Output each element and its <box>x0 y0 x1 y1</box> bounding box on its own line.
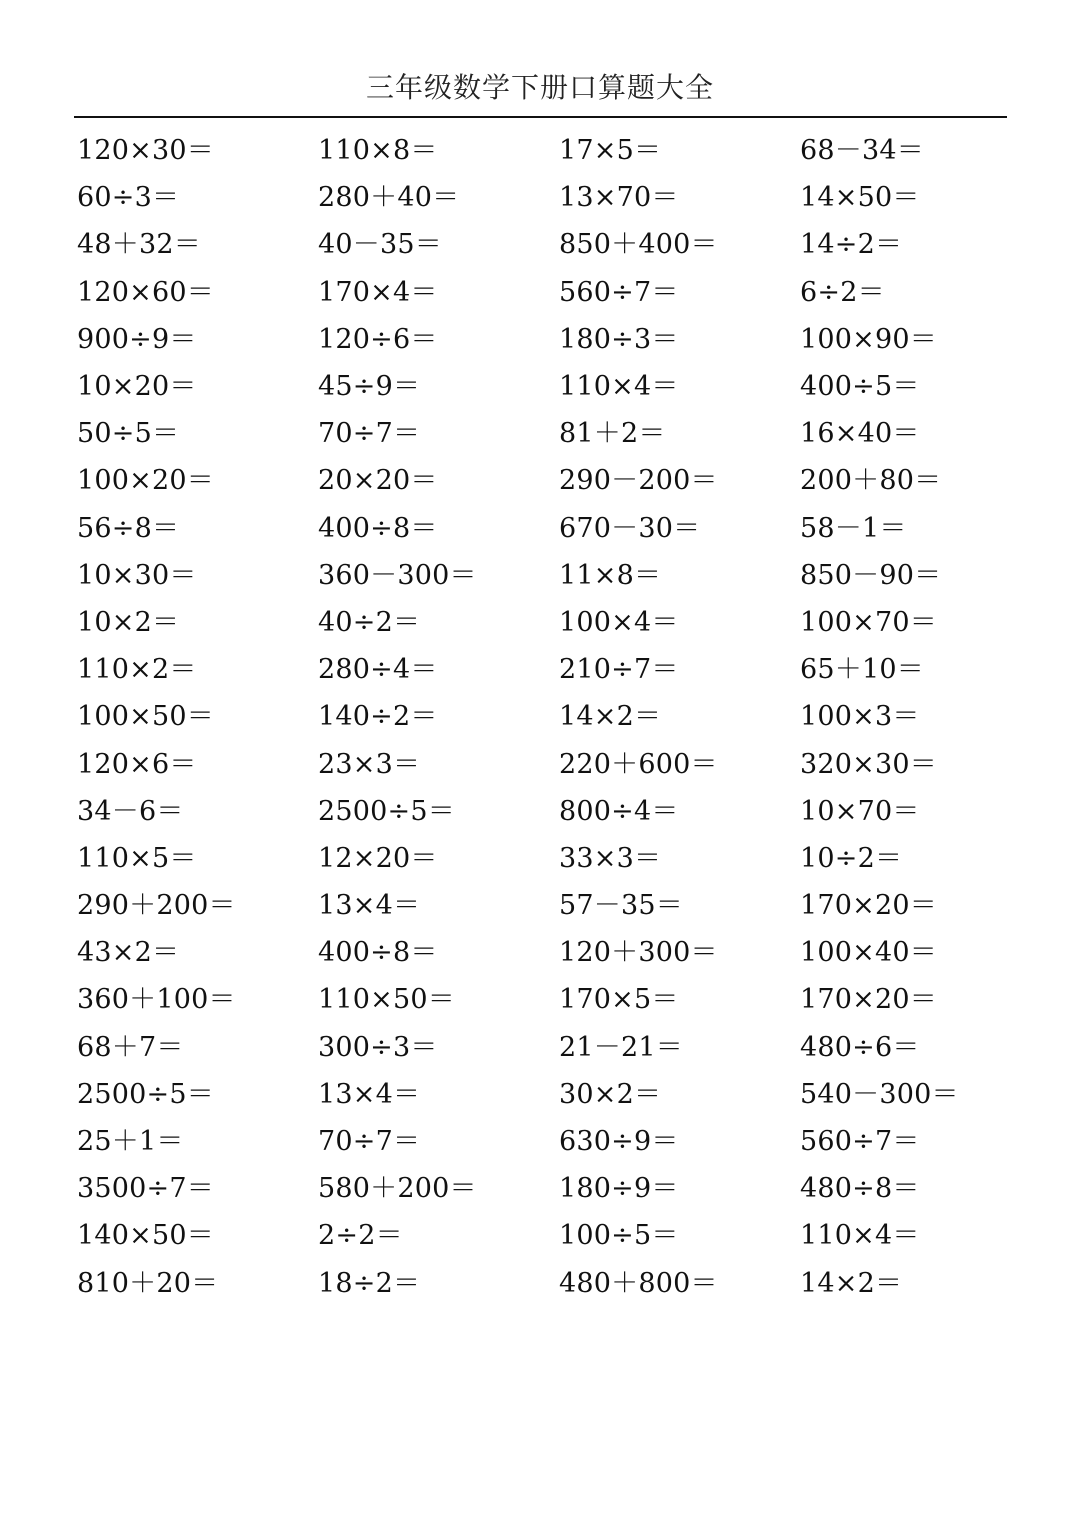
arithmetic-problem: 110×5＝ <box>77 842 197 874</box>
arithmetic-problem: 110×8＝ <box>318 135 438 167</box>
problem-row <box>77 788 1041 835</box>
arithmetic-problem: 3500÷7＝ <box>77 1173 214 1205</box>
arithmetic-problem: 68－34＝ <box>800 135 924 167</box>
problem-row <box>77 646 1041 693</box>
arithmetic-problem: 57－35＝ <box>559 890 683 922</box>
arithmetic-problem: 850－90＝ <box>800 559 942 591</box>
arithmetic-problem: 68＋7＝ <box>77 1031 184 1063</box>
problem-row <box>77 127 1041 174</box>
arithmetic-problem: 630÷9＝ <box>559 1126 679 1158</box>
arithmetic-problem: 800÷4＝ <box>559 795 679 827</box>
arithmetic-problem: 100×3＝ <box>800 701 920 733</box>
arithmetic-problem: 480＋800＝ <box>559 1267 718 1299</box>
arithmetic-problem: 12×20＝ <box>318 842 438 874</box>
arithmetic-problem: 320×30＝ <box>800 748 937 780</box>
arithmetic-problem: 670－30＝ <box>559 512 701 544</box>
arithmetic-problem: 56÷8＝ <box>77 512 180 544</box>
arithmetic-problem: 280÷4＝ <box>318 654 438 686</box>
arithmetic-problem: 23×3＝ <box>318 748 421 780</box>
problem-row <box>77 882 1041 929</box>
arithmetic-problem: 120÷6＝ <box>318 323 438 355</box>
arithmetic-problem: 70÷7＝ <box>318 418 421 450</box>
arithmetic-problem: 10×30＝ <box>77 559 197 591</box>
arithmetic-problem: 70÷7＝ <box>318 1126 421 1158</box>
arithmetic-problem: 170×20＝ <box>800 890 937 922</box>
arithmetic-problem: 560÷7＝ <box>559 276 679 308</box>
arithmetic-problem: 140÷2＝ <box>318 701 438 733</box>
arithmetic-problem: 480÷8＝ <box>800 1173 920 1205</box>
arithmetic-problem: 2500÷5＝ <box>77 1078 214 1110</box>
arithmetic-problem: 200＋80＝ <box>800 465 942 497</box>
arithmetic-problem: 900÷9＝ <box>77 323 197 355</box>
arithmetic-problem: 100÷5＝ <box>559 1220 679 1252</box>
arithmetic-problem: 140×50＝ <box>77 1220 214 1252</box>
arithmetic-problem: 65＋10＝ <box>800 654 924 686</box>
arithmetic-problem: 180÷3＝ <box>559 323 679 355</box>
arithmetic-problem: 540－300＝ <box>800 1078 959 1110</box>
arithmetic-problem: 170×20＝ <box>800 984 937 1016</box>
problem-row <box>77 221 1041 268</box>
arithmetic-problem: 120×60＝ <box>77 276 214 308</box>
arithmetic-problem: 25＋1＝ <box>77 1126 184 1158</box>
problem-row <box>77 505 1041 552</box>
arithmetic-problem: 100×4＝ <box>559 606 679 638</box>
problem-grid <box>77 127 1041 1307</box>
arithmetic-problem: 100×70＝ <box>800 606 937 638</box>
arithmetic-problem: 110×2＝ <box>77 654 197 686</box>
arithmetic-problem: 290－200＝ <box>559 465 718 497</box>
arithmetic-problem: 300÷3＝ <box>318 1031 438 1063</box>
problem-row <box>77 1165 1041 1212</box>
problem-row <box>77 316 1041 363</box>
arithmetic-problem: 17×5＝ <box>559 135 662 167</box>
problem-row <box>77 1118 1041 1165</box>
arithmetic-problem: 400÷8＝ <box>318 512 438 544</box>
arithmetic-problem: 100×50＝ <box>77 701 214 733</box>
arithmetic-problem: 360＋100＝ <box>77 984 236 1016</box>
arithmetic-problem: 180÷9＝ <box>559 1173 679 1205</box>
arithmetic-problem: 40－35＝ <box>318 229 442 261</box>
arithmetic-problem: 10×2＝ <box>77 606 180 638</box>
arithmetic-problem: 43×2＝ <box>77 937 180 969</box>
arithmetic-problem: 11×8＝ <box>559 559 662 591</box>
problem-row <box>77 1024 1041 1071</box>
arithmetic-problem: 34－6＝ <box>77 795 184 827</box>
arithmetic-problem: 120＋300＝ <box>559 937 718 969</box>
arithmetic-problem: 220＋600＝ <box>559 748 718 780</box>
arithmetic-problem: 100×90＝ <box>800 323 937 355</box>
arithmetic-problem: 48＋32＝ <box>77 229 201 261</box>
arithmetic-problem: 100×20＝ <box>77 465 214 497</box>
arithmetic-problem: 21－21＝ <box>559 1031 683 1063</box>
problem-row <box>77 976 1041 1023</box>
arithmetic-problem: 45÷9＝ <box>318 371 421 403</box>
arithmetic-problem: 6÷2＝ <box>800 276 885 308</box>
arithmetic-problem: 13×70＝ <box>559 182 679 214</box>
arithmetic-problem: 33×3＝ <box>559 842 662 874</box>
problem-row <box>77 174 1041 221</box>
arithmetic-problem: 30×2＝ <box>559 1078 662 1110</box>
arithmetic-problem: 290＋200＝ <box>77 890 236 922</box>
problem-row <box>77 740 1041 787</box>
problem-row <box>77 599 1041 646</box>
arithmetic-problem: 14÷2＝ <box>800 229 903 261</box>
arithmetic-problem: 170×4＝ <box>318 276 438 308</box>
problem-row <box>77 269 1041 316</box>
arithmetic-problem: 810＋20＝ <box>77 1267 219 1299</box>
arithmetic-problem: 110×50＝ <box>318 984 455 1016</box>
arithmetic-problem: 280＋40＝ <box>318 182 460 214</box>
arithmetic-problem: 40÷2＝ <box>318 606 421 638</box>
problem-row <box>77 1071 1041 1118</box>
problem-row <box>77 835 1041 882</box>
problem-row <box>77 457 1041 504</box>
arithmetic-problem: 400÷8＝ <box>318 937 438 969</box>
arithmetic-problem: 50÷5＝ <box>77 418 180 450</box>
arithmetic-problem: 13×4＝ <box>318 1078 421 1110</box>
page-title: 三年级数学下册口算题大全 <box>365 71 714 104</box>
arithmetic-problem: 10×70＝ <box>800 795 920 827</box>
arithmetic-problem: 110×4＝ <box>800 1220 920 1252</box>
problem-row <box>77 410 1041 457</box>
arithmetic-problem: 14×2＝ <box>800 1267 903 1299</box>
arithmetic-problem: 10×20＝ <box>77 371 197 403</box>
title-divider <box>74 116 1007 118</box>
arithmetic-problem: 2500÷5＝ <box>318 795 455 827</box>
arithmetic-problem: 13×4＝ <box>318 890 421 922</box>
arithmetic-problem: 20×20＝ <box>318 465 438 497</box>
arithmetic-problem: 18÷2＝ <box>318 1267 421 1299</box>
arithmetic-problem: 10÷2＝ <box>800 842 903 874</box>
arithmetic-problem: 210÷7＝ <box>559 654 679 686</box>
problem-row <box>77 1212 1041 1259</box>
arithmetic-problem: 100×40＝ <box>800 937 937 969</box>
arithmetic-problem: 170×5＝ <box>559 984 679 1016</box>
arithmetic-problem: 2÷2＝ <box>318 1220 403 1252</box>
arithmetic-problem: 360－300＝ <box>318 559 477 591</box>
arithmetic-problem: 14×50＝ <box>800 182 920 214</box>
arithmetic-problem: 580＋200＝ <box>318 1173 477 1205</box>
arithmetic-problem: 81＋2＝ <box>559 418 666 450</box>
arithmetic-problem: 14×2＝ <box>559 701 662 733</box>
problem-row <box>77 693 1041 740</box>
problem-row <box>77 363 1041 410</box>
arithmetic-problem: 480÷6＝ <box>800 1031 920 1063</box>
arithmetic-problem: 60÷3＝ <box>77 182 180 214</box>
arithmetic-problem: 16×40＝ <box>800 418 920 450</box>
arithmetic-problem: 120×30＝ <box>77 135 214 167</box>
problem-row <box>77 1260 1041 1307</box>
arithmetic-problem: 400÷5＝ <box>800 371 920 403</box>
arithmetic-problem: 110×4＝ <box>559 371 679 403</box>
arithmetic-problem: 58－1＝ <box>800 512 907 544</box>
problem-row <box>77 929 1041 976</box>
arithmetic-problem: 120×6＝ <box>77 748 197 780</box>
arithmetic-problem: 560÷7＝ <box>800 1126 920 1158</box>
problem-row <box>77 552 1041 599</box>
arithmetic-problem: 850＋400＝ <box>559 229 718 261</box>
